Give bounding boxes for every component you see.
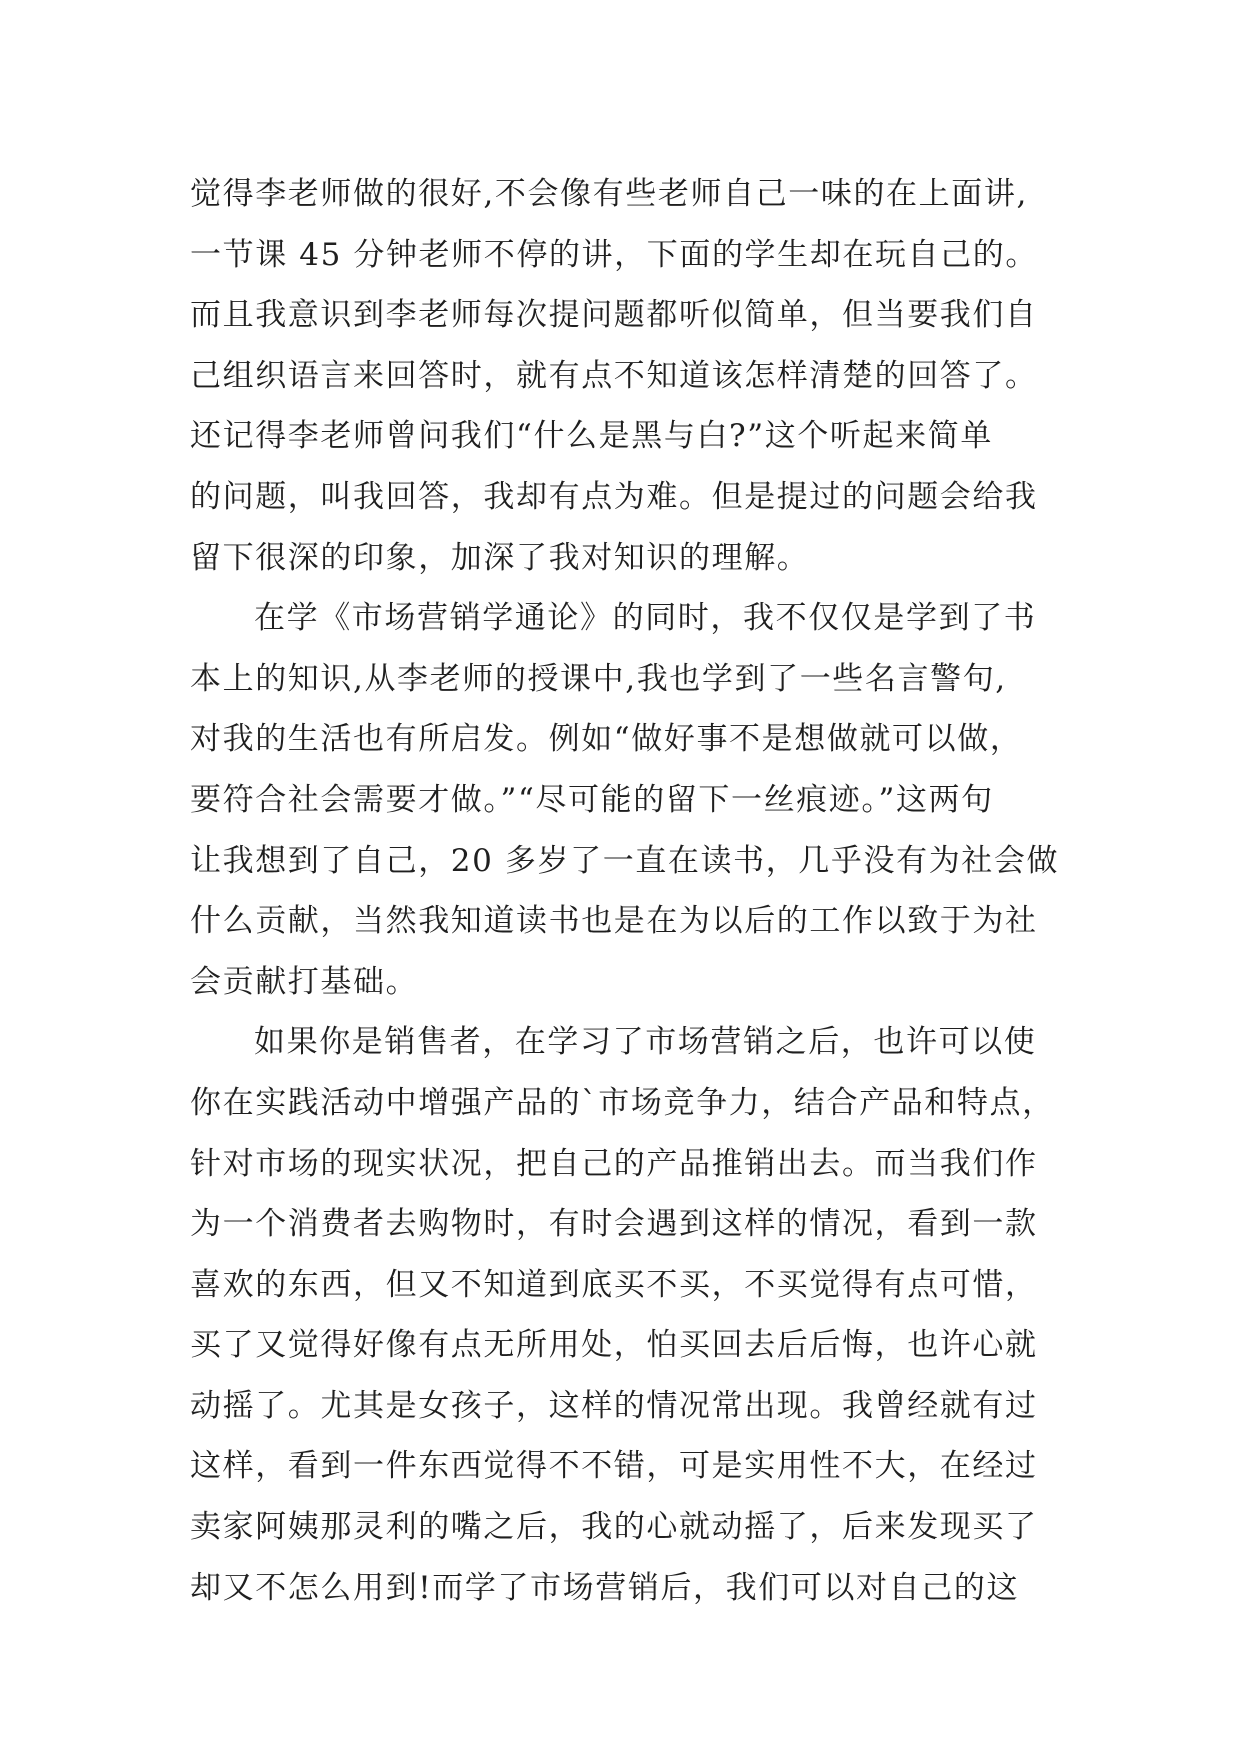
text-line: 你在实践活动中增强产品的`市场竞争力，结合产品和特点， bbox=[190, 1084, 1055, 1121]
text-line: 一节课 45 分钟老师不停的讲，下面的学生却在玩自己的。 bbox=[190, 236, 1038, 273]
paragraph-start-line: 如果你是销售者，在学习了市场营销之后，也许可以使 bbox=[254, 1024, 1037, 1061]
text-line: 喜欢的东西，但又不知道到底买不买，不买觉得有点可惜， bbox=[190, 1266, 1038, 1303]
text-line: 的问题，叫我回答，我却有点为难。但是提过的问题会给我 bbox=[190, 478, 1038, 515]
text-line: 买了又觉得好像有点无所用处，怕买回去后后悔，也许心就 bbox=[190, 1327, 1038, 1364]
text-line: 而且我意识到李老师每次提问题都听似简单，但当要我们自 bbox=[190, 297, 1038, 334]
paragraph-start-line: 在学《市场营销学通论》的同时，我不仅仅是学到了书 bbox=[254, 600, 1037, 637]
text-line: 对我的生活也有所启发。例如“做好事不是想做就可以做， bbox=[190, 721, 1023, 758]
text-line: 己组织语言来回答时，就有点不知道该怎样清楚的回答了。 bbox=[190, 357, 1038, 394]
text-line: 动摇了。尤其是女孩子，这样的情况常出现。我曾经就有过 bbox=[190, 1387, 1038, 1424]
text-line: 要符合社会需要才做。”“尽可能的留下一丝痕迹。”这两句 bbox=[190, 781, 994, 818]
text-line: 让我想到了自己，20 多岁了一直在读书，几乎没有为社会做 bbox=[190, 842, 1060, 879]
text-line: 却又不怎么用到!而学了市场营销后，我们可以对自己的这 bbox=[190, 1569, 1020, 1606]
text-line: 什么贡献，当然我知道读书也是在为以后的工作以致于为社 bbox=[190, 903, 1038, 940]
text-line: 卖家阿姨那灵利的嘴之后，我的心就动摇了，后来发现买了 bbox=[190, 1509, 1038, 1546]
text-line: 留下很深的印象，加深了我对知识的理解。 bbox=[190, 539, 810, 576]
text-line: 为一个消费者去购物时，有时会遇到这样的情况，看到一款 bbox=[190, 1206, 1038, 1243]
text-line: 觉得李老师做的很好,不会像有些老师自己一味的在上面讲, bbox=[190, 176, 1028, 212]
text-line: 针对市场的现实状况，把自己的产品推销出去。而当我们作 bbox=[190, 1145, 1038, 1182]
text-line: 这样，看到一件东西觉得不不错，可是实用性不大，在经过 bbox=[190, 1448, 1038, 1485]
text-line: 还记得李老师曾问我们“什么是黑与白?”这个听起来简单 bbox=[190, 418, 993, 455]
text-line: 会贡献打基础。 bbox=[190, 963, 419, 1000]
text-line: 本上的知识,从李老师的授课中,我也学到了一些名言警句, bbox=[190, 660, 1007, 697]
body-text bbox=[190, 164, 1070, 1618]
